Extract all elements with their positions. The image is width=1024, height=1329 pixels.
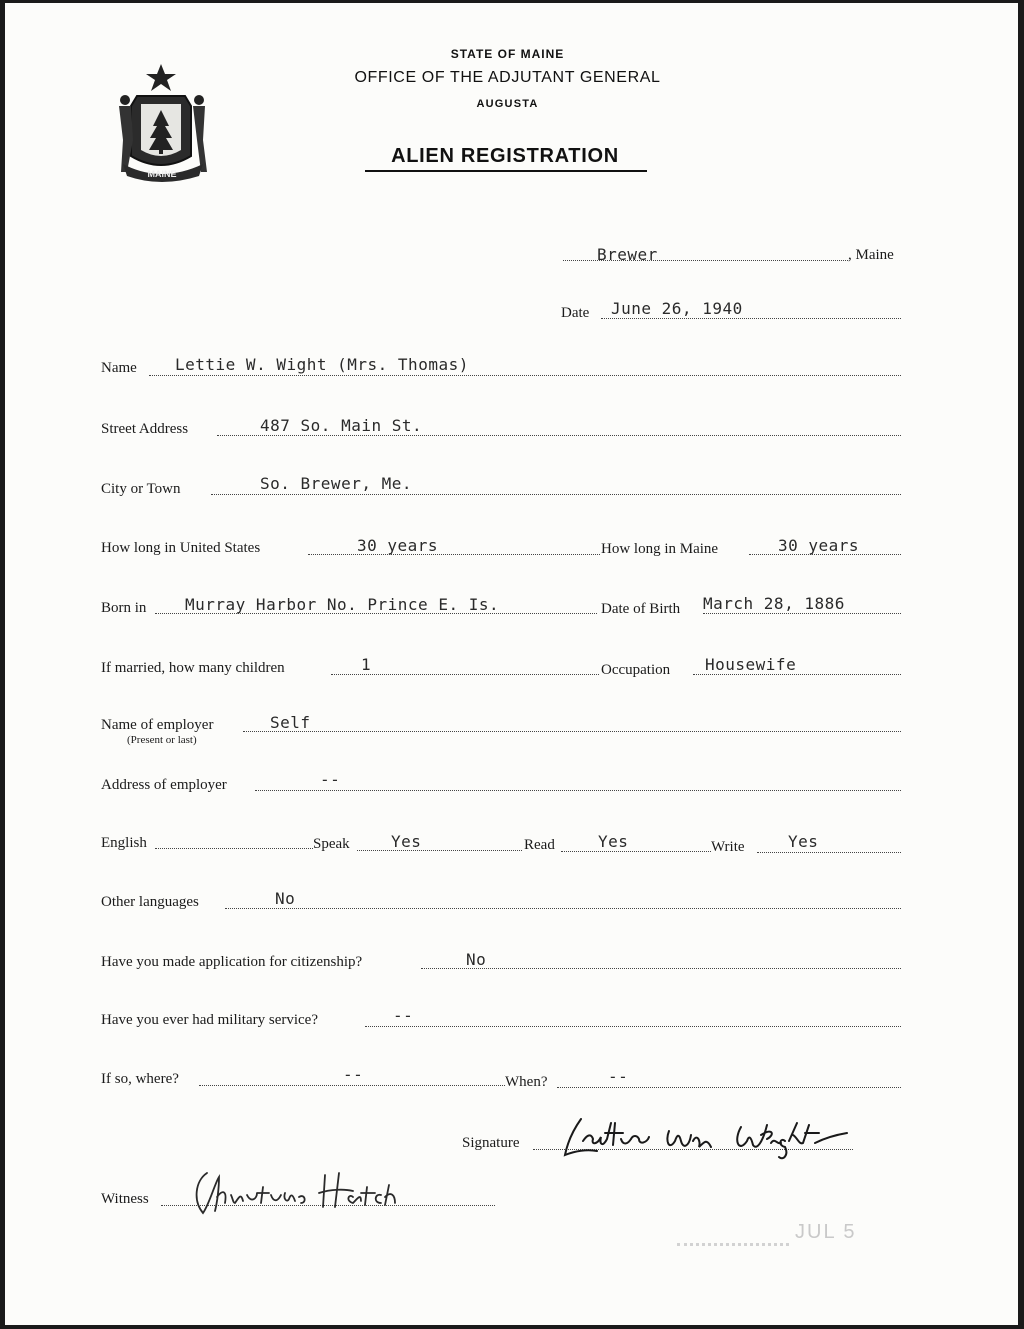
speak-dotted-line: [357, 850, 522, 851]
employer-value[interactable]: Self: [270, 713, 311, 732]
read-label: Read: [524, 837, 555, 853]
speak-value[interactable]: Yes: [391, 832, 422, 851]
city-dotted-line: [211, 494, 901, 495]
office-heading: OFFICE OF THE ADJUTANT GENERAL: [354, 69, 661, 86]
when-value[interactable]: --: [608, 1067, 629, 1086]
date-label: Date: [561, 305, 590, 321]
form-title: ALIEN REGISTRATION: [391, 145, 619, 167]
employer-address-value[interactable]: --: [320, 770, 341, 789]
stamp-date: JUL 5: [795, 1221, 857, 1243]
signature-handwriting: [553, 1111, 853, 1163]
witness-label: Witness: [101, 1191, 149, 1207]
english-dotted-line: [155, 848, 313, 849]
military-dotted-line: [365, 1026, 901, 1027]
received-stamp: [677, 1221, 917, 1247]
write-value[interactable]: Yes: [788, 832, 819, 851]
how-long-maine-value[interactable]: 30 years: [778, 536, 860, 555]
how-long-maine-label: How long in Maine: [601, 541, 719, 557]
city-heading: AUGUSTA: [476, 98, 539, 110]
city-label: City or Town: [101, 481, 181, 497]
date-dotted-line: [601, 318, 901, 319]
other-languages-label: Other languages: [101, 894, 199, 910]
how-long-us-dotted-line: [308, 554, 600, 555]
where-dotted-line: [199, 1085, 505, 1086]
when-label: When?: [505, 1074, 548, 1090]
other-languages-dotted-line: [225, 908, 901, 909]
name-dotted-line: [149, 375, 901, 376]
children-value[interactable]: 1: [361, 655, 372, 674]
occupation-value[interactable]: Housewife: [705, 655, 797, 674]
date-of-birth-label: Date of Birth: [601, 601, 681, 617]
employer-address-dotted-line: [255, 790, 901, 791]
other-languages-value[interactable]: No: [275, 889, 296, 908]
name-value[interactable]: Lettie W. Wight (Mrs. Thomas): [175, 355, 469, 374]
occupation-dotted-line: [693, 674, 901, 675]
citizenship-label: Have you made application for citizenship?: [101, 954, 363, 970]
speak-label: Speak: [313, 836, 350, 852]
english-label: English: [101, 835, 147, 851]
write-label: Write: [711, 839, 745, 855]
maine-suffix: , Maine: [848, 247, 894, 263]
born-in-value[interactable]: Murray Harbor No. Prince E. Is.: [185, 595, 500, 614]
employer-label: Name of employer: [101, 717, 214, 733]
town-value[interactable]: Brewer: [597, 245, 658, 264]
maine-state-seal: [109, 60, 215, 184]
employer-sublabel: (Present or last): [127, 734, 197, 746]
citizenship-value[interactable]: No: [466, 950, 487, 969]
military-value[interactable]: --: [393, 1006, 414, 1025]
when-dotted-line: [557, 1087, 901, 1088]
street-address-value[interactable]: 487 So. Main St.: [260, 416, 423, 435]
signature-label: Signature: [462, 1135, 520, 1151]
write-dotted-line: [757, 852, 901, 853]
citizenship-dotted-line: [421, 968, 901, 969]
military-label: Have you ever had military service?: [101, 1012, 318, 1028]
stamp-smudge: [677, 1225, 789, 1246]
employer-dotted-line: [243, 731, 901, 732]
born-in-label: Born in: [101, 600, 147, 616]
how-long-us-label: How long in United States: [101, 540, 261, 556]
form-page: [5, 3, 1018, 1325]
date-of-birth-value[interactable]: March 28, 1886: [703, 594, 845, 613]
children-label: If married, how many children: [101, 660, 285, 676]
date-value[interactable]: June 26, 1940: [611, 299, 743, 318]
title-underline: [365, 170, 647, 172]
city-value[interactable]: So. Brewer, Me.: [260, 474, 412, 493]
where-label: If so, where?: [101, 1071, 179, 1087]
children-dotted-line: [331, 674, 599, 675]
read-dotted-line: [561, 851, 711, 852]
employer-address-label: Address of employer: [101, 777, 227, 793]
name-label: Name: [101, 360, 137, 376]
street-address-dotted-line: [217, 435, 901, 436]
witness-handwriting: [185, 1163, 445, 1221]
where-value[interactable]: --: [343, 1065, 364, 1084]
date-of-birth-dotted-line: [703, 613, 901, 614]
street-address-label: Street Address: [101, 421, 189, 437]
read-value[interactable]: Yes: [598, 832, 629, 851]
how-long-us-value[interactable]: 30 years: [357, 536, 439, 555]
occupation-label: Occupation: [601, 662, 671, 678]
state-heading: STATE OF MAINE: [450, 47, 565, 61]
svg-text:MAINE: MAINE: [147, 169, 177, 179]
